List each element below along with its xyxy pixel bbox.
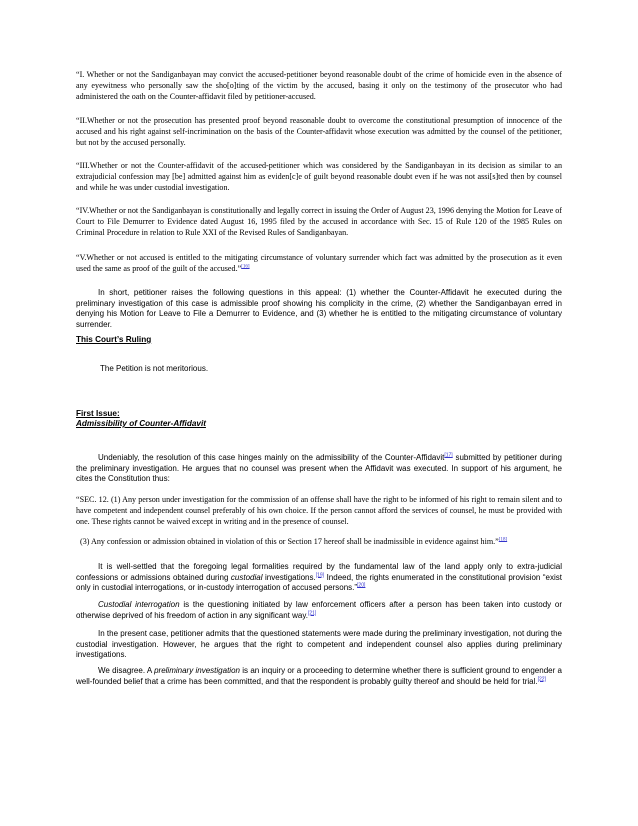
issue-2: “II.Whether or not the prosecution has presented proof beyond reasonable doubt to overcome the constitutional presumption of innocence of the accused and his right against self-incrimination on the basis of the Counter-affidavit whose execution was admitted by the counsel of the petitioner, but not by the accused personally. [76, 116, 562, 147]
summary-paragraph: In short, petitioner raises the following questions in this appeal: (1) whether the Counter-Affidavit he executed during the preliminary investigation of this case is admissible proof showing his complicity in the crime, (2) whether the Sandiganbayan erred in denying his Motion for Leave to File a Demurrer to Evidence, and (3) whether he is entitled to the mitigating circumstance of voluntary surrender. [76, 288, 562, 329]
constitution-quote: “SEC. 12. (1) Any person under investigation for the commission of an offense shall have the right to be informed of his right to remain silent and to have competent and independent counsel preferably of his own choice. If the person cannot afford the services of counsel, he must be provided with one. These rights cannot be waived except in writing and in the presence of counsel. [76, 495, 562, 526]
issue-4: “IV.Whether or not the Sandiganbayan is constitutionally and legally correct in issuing the Order of August 23, 1996 denying the Motion for Leave of Court to File Demurrer to Evidence dated August 16, 1995 filed by the accused in accordance with Sec. 15 of Rule 120 of the 1985 Rules on Criminal Procedure in relation to Rule XXI of the Revised Rules of Sandiganbayan. [76, 206, 562, 237]
footnote-link[interactable]: [22] [537, 675, 546, 682]
ruling-heading: This Court’s Ruling [76, 335, 152, 344]
paragraph-present-case: In the present case, petitioner admits that the questioned statements were made during the preliminary investigation, not during the custodial investigation. However, he argues that the right to competent and independent counsel also applies during preliminary investigations. [76, 629, 562, 659]
footnote-link[interactable]: [16] [241, 264, 250, 270]
footnote-link[interactable]: [20] [357, 582, 366, 589]
first-issue-subheading: Admissibility of Counter-Affidavit [76, 419, 206, 428]
constitution-quote-3: (3) Any confession or admission obtained in violation of this or Section 17 hereof shall be inadmissible in evidence against him.”[18] [80, 537, 508, 546]
first-issue-heading: First Issue: [76, 409, 120, 418]
ruling-text: The Petition is not meritorious. [100, 364, 209, 373]
issue-3: “III.Whether or not the Counter-affidavit of the accused-petitioner which was considered by the Sandiganbayan in its decision as similar to an extrajudicial confession may [be] admitted against him as eviden[c]e of guilt beyond reasonable doubt even if he was not assi[s]ted then by counsel and while he was under custodial investigation. [76, 161, 562, 192]
paragraph-custodial: Custodial interrogation is the questioning initiated by law enforcement officers after a person has been taken into custody or otherwise deprived of his freedom of action in any significant way.[21] [76, 600, 562, 620]
footnote-link[interactable]: [21] [307, 609, 317, 616]
issue-1: “I. Whether or not the Sandiganbayan may convict the accused-petitioner beyond reasonable doubt of the crime of homicide even in the absence of any eyewitness who personally saw the sho[o]ting of the victim by the accused, basing it only on the testimony of the prosecutor who had administered the oath on the Counter-affidavit filed by petitioner-accused. [76, 70, 562, 101]
footnote-link[interactable]: [18] [498, 537, 508, 543]
paragraph-well-settled: It is well-settled that the foregoing legal formalities required by the fundamental law of the land apply only to extra-judicial confessions or admissions obtained during custodial investigations.[19] Indeed, the rights enumerated in the constitutional provision “exist only in custodial interrogations, or in-custody interrogation of accused persons.”[20] [76, 562, 562, 592]
footnote-link[interactable]: [19] [315, 571, 325, 578]
paragraph-we-disagree: We disagree. A preliminary investigation is an inquiry or a proceeding to determine whether there is sufficient ground to engender a well-founded belief that a crime has been committed, and that the respondent is probably guilty thereof and should be held for trial.[22] [76, 666, 562, 686]
paragraph-admissibility: Undeniably, the resolution of this case hinges mainly on the admissibility of the Counter-Affidavit[17] submitted by petitioner during the preliminary investigation. He argues that no counsel was present when the Affidavit was executed. In support of his argument, he cites the Constitution thus: [76, 452, 562, 483]
footnote-link[interactable]: [17] [444, 452, 453, 459]
issue-5: “V.Whether or not accused is entitled to the mitigating circumstance of voluntary surrender which fact was admitted by the prosecution as it even used the same as proof of the guilt of the accused.”[16] [76, 253, 562, 273]
